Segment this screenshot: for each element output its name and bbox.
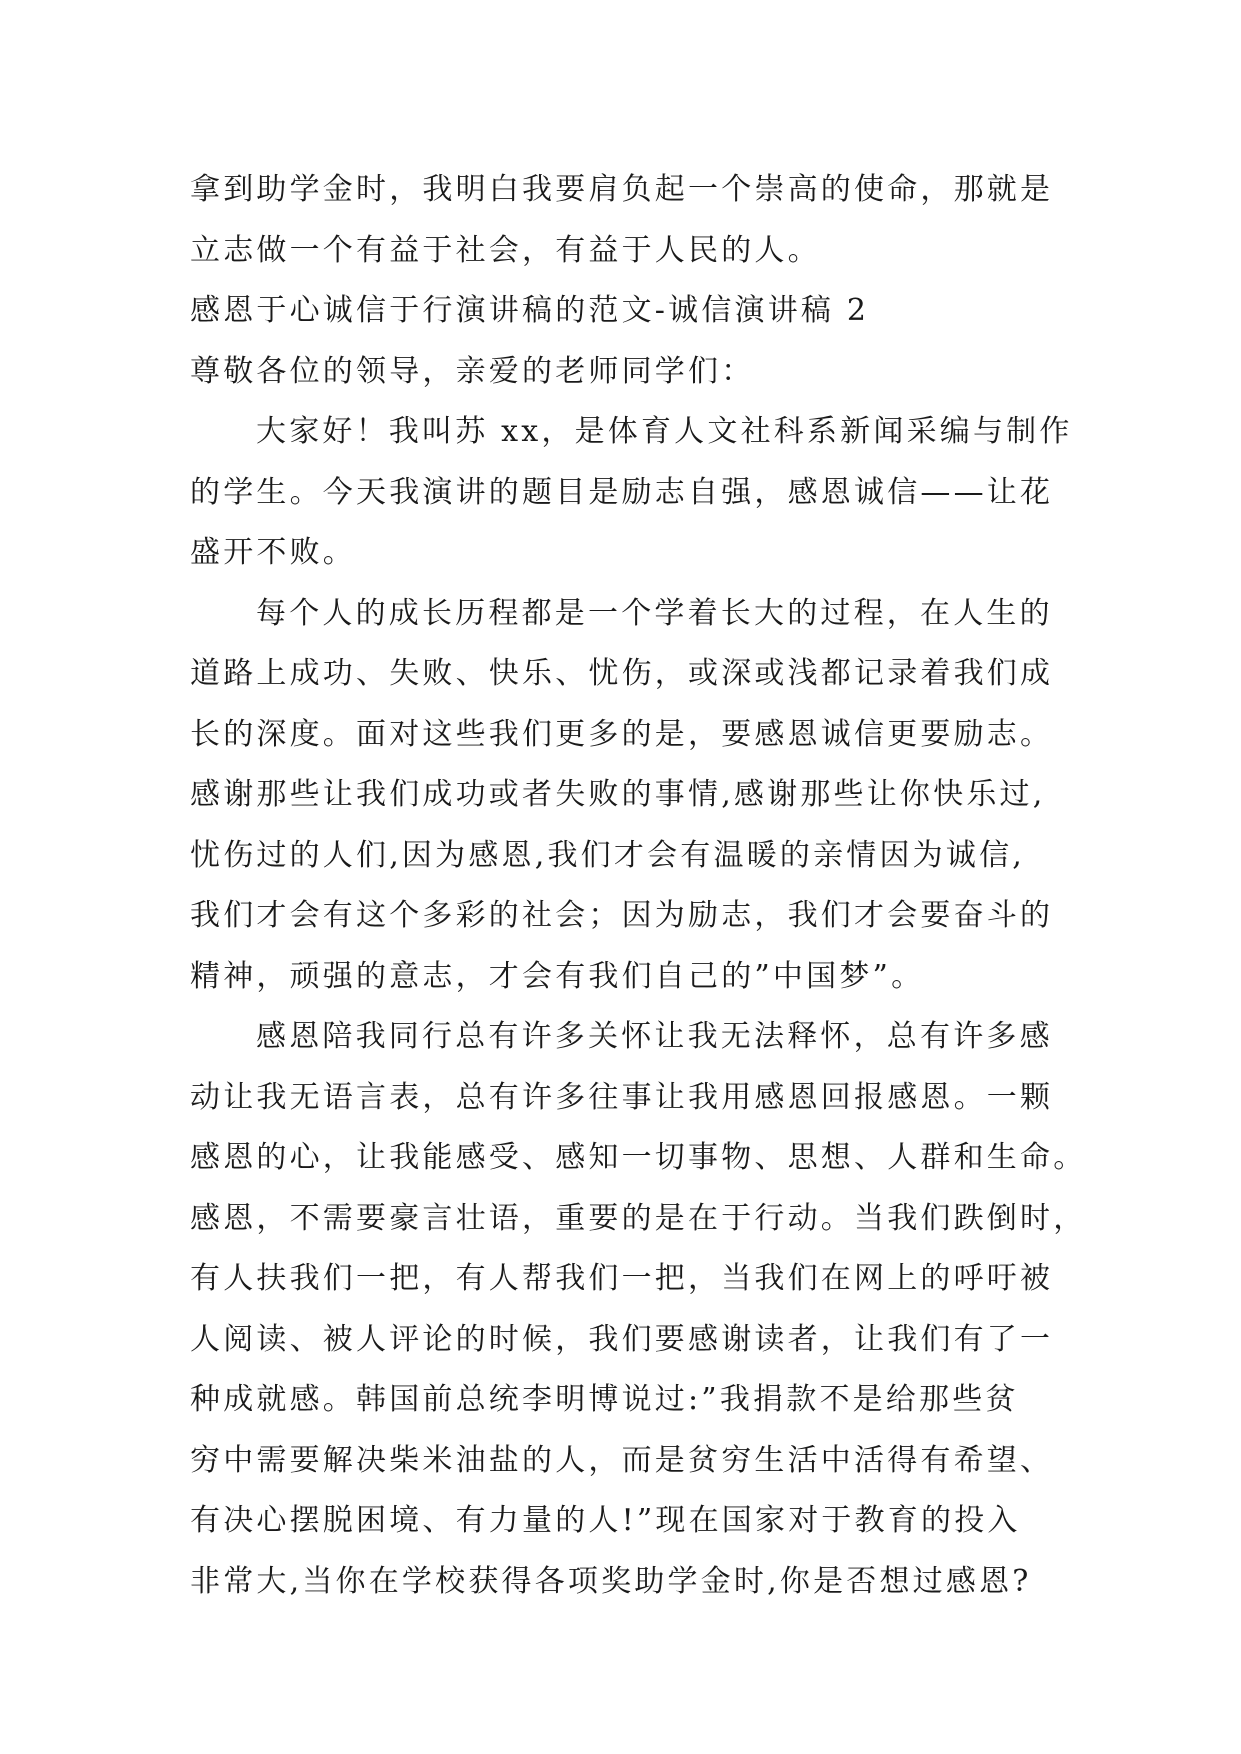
text-line: 有决心摆脱困境、有力量的人!”现在国家对于教育的投入 — [190, 1503, 1021, 1538]
text-line: 感谢那些让我们成功或者失败的事情,感谢那些让你快乐过, — [190, 777, 1046, 812]
text-line: 拿到助学金时，我明白我要肩负起一个崇高的使命，那就是 — [190, 172, 1054, 207]
text-line: 大家好！我叫苏 xx，是体育人文社科系新闻采编与制作 — [256, 414, 1073, 449]
text-line: 感恩于心诚信于行演讲稿的范文-诚信演讲稿 2 — [190, 293, 870, 328]
text-line: 感恩的心，让我能感受、感知一切事物、思想、人群和生命。 — [190, 1140, 1087, 1175]
text-line: 每个人的成长历程都是一个学着长大的过程，在人生的 — [256, 595, 1053, 631]
text-line: 非常大,当你在学校获得各项奖助学金时,你是否想过感恩? — [190, 1563, 1032, 1599]
speech-text — [190, 160, 1087, 1612]
text-line: 道路上成功、失败、快乐、忧伤，或深或浅都记录着我们成 — [190, 656, 1054, 691]
text-line: 感恩，不需要豪言壮语，重要的是在于行动。当我们跌倒时， — [190, 1200, 1087, 1236]
text-line: 精神，顽强的意志，才会有我们自己的”中国梦”。 — [190, 958, 925, 994]
text-line: 的学生。今天我演讲的题目是励志自强，感恩诚信——让花 — [190, 474, 1054, 510]
text-line: 长的深度。面对这些我们更多的是，要感恩诚信更要励志。 — [190, 716, 1054, 752]
text-line: 我们才会有这个多彩的社会；因为励志，我们才会要奋斗的 — [190, 898, 1054, 933]
text-line: 尊敬各位的领导，亲爱的老师同学们： — [190, 353, 755, 389]
text-line: 感恩陪我同行总有许多关怀让我无法释怀，总有许多感 — [256, 1019, 1053, 1054]
text-line: 盛开不败。 — [190, 535, 356, 570]
text-line: 人阅读、被人评论的时候，我们要感谢读者，让我们有了一 — [190, 1321, 1054, 1357]
text-line: 动让我无语言表，总有许多往事让我用感恩回报感恩。一颗 — [190, 1079, 1054, 1115]
text-line: 种成就感。韩国前总统李明博说过:”我捐款不是给那些贫 — [190, 1382, 1019, 1417]
text-line: 有人扶我们一把，有人帮我们一把，当我们在网上的呼吁被 — [190, 1261, 1054, 1296]
text-line: 忧伤过的人们,因为感恩,我们才会有温暖的亲情因为诚信, — [190, 837, 1026, 873]
text-line: 立志做一个有益于社会，有益于人民的人。 — [190, 232, 821, 268]
text-line: 穷中需要解决柴米油盐的人，而是贫穷生活中活得有希望、 — [190, 1442, 1054, 1478]
